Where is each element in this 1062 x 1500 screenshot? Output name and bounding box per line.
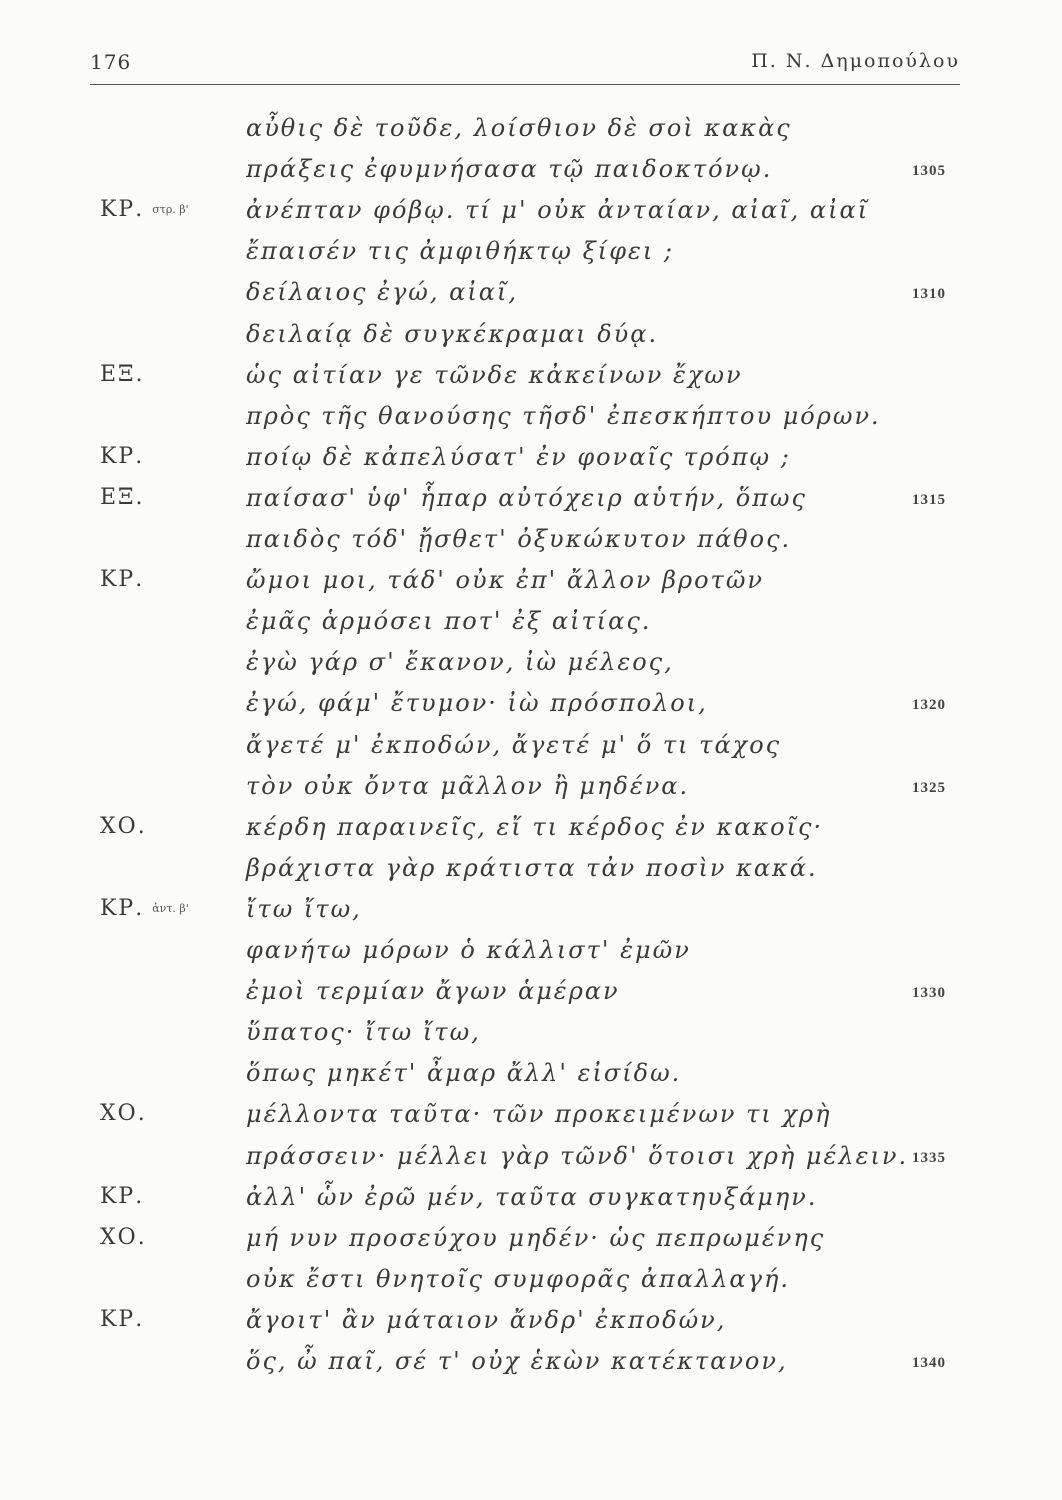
speaker-name: ΚΡ. [100,443,145,469]
verse-line [0,1011,1062,1053]
verse-text: ποίῳ δὲ κἀπελύσατ' ἐν φοναῖς τρόπῳ ; [246,442,791,471]
verse-line [0,1217,1062,1259]
verse-text: πράσσειν· μέλλει γὰρ τῶνδ' ὅτοισι χρὴ μέλειν. [246,1141,909,1170]
strophe-mark: ἀντ. β' [152,901,189,915]
verse-text: ὅς, ὦ παῖ, σέ τ' οὐχ ἑκὼν κατέκτανον, [246,1347,788,1375]
verse-line [0,888,1062,930]
verse-line [0,1135,1062,1177]
line-number: 1315 [912,491,946,508]
verse-text: μή νυν προσεύχου μηδέν· ὡς πεπρωμένης [246,1223,826,1252]
speaker-label [100,1135,108,1177]
speaker-label [100,765,108,807]
verse-text: ἀνέπταν φόβῳ. τί μ' οὐκ ἀνταίαν, αἰαῖ, αἰαῖ [246,196,870,225]
speaker-label [100,970,108,1012]
speaker-label [100,1340,108,1382]
strophe-mark: στρ. β' [152,203,189,217]
speaker-label [100,847,108,889]
speaker-name: ΚΡ. [100,197,145,223]
speaker-label [100,888,189,930]
speaker-label [100,148,108,190]
verse-text: ἄγοιτ' ἂν μάταιον ἄνδρ' ἐκποδών, [246,1305,727,1334]
speaker-label [100,1052,108,1094]
speaker-name: ΚΡ. [100,895,145,921]
speaker-label [100,600,108,642]
verse-line [0,1299,1062,1341]
verse-line [0,682,1062,724]
verse-text: παιδὸς τόδ' ᾔσθετ' ὀξυκώκυτον πάθος. [246,525,792,553]
verse-line [0,600,1062,642]
speaker-label [100,1093,155,1135]
speaker-label [100,929,108,971]
speaker-label [100,477,153,519]
speaker-name: ΧΟ. [100,1101,147,1127]
verse-text: ὡς αἰτίαν γε τῶνδε κἀκείνων ἔχων [246,360,743,389]
verse-line [0,189,1062,231]
speaker-label [100,806,155,848]
verse-text: φανήτω μόρων ὁ κάλλιστ' ἐμῶν [246,936,691,964]
verse-text: αὖθις δὲ τοῦδε, λοίσθιον δὲ σοὶ κακὰς [246,114,792,142]
verse-text: πράξεις ἐφυμνήσασα τῷ παιδοκτόνῳ. [246,155,773,184]
speaker-label [100,724,108,766]
speaker-label [100,436,152,478]
verse-line [0,477,1062,519]
speaker-name: ΚΡ. [100,567,145,593]
verse-text: ἴτω ἴτω, [246,894,362,923]
line-number: 1305 [912,163,946,180]
line-number: 1310 [912,286,946,303]
verse-line [0,929,1062,971]
speaker-label [100,1011,108,1053]
verse-line [0,271,1062,313]
speaker-label [100,230,108,272]
verse-text: παίσασ' ὑφ' ἧπαρ αὐτόχειρ αὑτήν, ὅπως [246,483,807,512]
line-number: 1340 [912,1355,946,1371]
verse-line [0,313,1062,355]
verse-line [0,1340,1062,1382]
speaker-label [100,682,108,724]
speaker-name: ΕΞ. [100,361,145,387]
verse-text: ἐγώ, φάμ' ἔτυμον· ἰὼ πρόσπολοι, [246,689,708,718]
verse-text: κέρδη παραινεῖς, εἴ τι κέρδος ἐν κακοῖς· [246,812,824,841]
verse-text: βράχιστα γὰρ κράτιστα τἀν ποσὶν κακά. [246,853,818,882]
verse-text: ἀλλ' ὧν ἐρῶ μέν, ταῦτα συγκατηυξάμην. [246,1182,818,1211]
verse-line [0,847,1062,889]
verse-text: ὕπατος· ἴτω ἴτω, [246,1018,481,1047]
verse-text: ἐμᾶς ἁρμόσει ποτ' ἐξ αἰτίας. [246,607,652,636]
speaker-label [100,271,108,313]
verse-line [0,970,1062,1012]
header-rule [90,84,960,85]
verse-text: δειλαίᾳ δὲ συγκέκραμαι δύᾳ. [246,319,659,348]
verse-line [0,354,1062,396]
speaker-label [100,395,108,437]
verse-line [0,1093,1062,1135]
speaker-name: ΧΟ. [100,813,147,839]
running-head: Π. Ν. Δημοπούλου [751,50,960,72]
speaker-label [100,107,108,149]
speaker-label [100,559,152,601]
line-number: 1325 [912,779,946,796]
speaker-name: ΚΡ. [100,1306,145,1332]
verse-line [0,1052,1062,1094]
verse-text: ὤμοι μοι, τάδ' οὐκ ἐπ' ἄλλον βροτῶν [246,566,764,595]
verse-line [0,436,1062,478]
verse-line [0,230,1062,272]
speaker-label [100,1258,108,1300]
verse-line [0,107,1062,149]
verse-line [0,641,1062,683]
speaker-label [100,1176,152,1218]
verse-line [0,518,1062,560]
verse-line [0,724,1062,766]
line-number: 1330 [912,985,946,1002]
verse-line [0,395,1062,437]
page-header [90,40,960,88]
verse-text: μέλλοντα ταῦτα· τῶν προκειμένων τι χρὴ [246,1100,832,1129]
speaker-label [100,641,108,683]
speaker-name: ΧΟ. [100,1224,147,1250]
verse-line [0,148,1062,190]
verse-text: οὐκ ἔστι θνητοῖς συμφορᾶς ἀπαλλαγή. [246,1264,790,1293]
verse-text: δείλαιος ἐγώ, αἰαῖ, [246,278,518,307]
verse-line [0,559,1062,601]
speaker-name: ΚΡ. [100,1183,145,1209]
verse-text: πρὸς τῆς θανούσης τῆσδ' ἐπεσκήπτου μόρων. [246,401,881,430]
speaker-label [100,1299,152,1341]
verse-text: ἄγετέ μ' ἐκποδών, ἄγετέ μ' ὅ τι τάχος [246,730,782,759]
line-number: 1335 [912,1149,946,1166]
speaker-label [100,313,108,355]
page-number: 176 [90,50,132,74]
verse-text: ἔπαισέν τις ἀμφιθήκτῳ ξίφει ; [246,237,675,266]
verse-text: ἐμοὶ τερμίαν ἄγων ἁμέραν [246,977,620,1006]
verse-line [0,806,1062,848]
verse-text: ἐγὼ γάρ σ' ἔκανον, ἰὼ μέλεος, [246,648,674,677]
speaker-label [100,518,108,560]
verse-text: τὸν οὐκ ὄντα μᾶλλον ἢ μηδένα. [246,771,690,800]
speaker-label [100,1217,155,1259]
verse-line [0,1176,1062,1218]
speaker-label [100,354,153,396]
verse-line [0,765,1062,807]
verse-line [0,1258,1062,1300]
speaker-label [100,189,189,231]
line-number: 1320 [912,697,946,714]
verse-text: ὅπως μηκέτ' ἆμαρ ἄλλ' εἰσίδω. [246,1059,682,1088]
speaker-name: ΕΞ. [100,484,145,510]
